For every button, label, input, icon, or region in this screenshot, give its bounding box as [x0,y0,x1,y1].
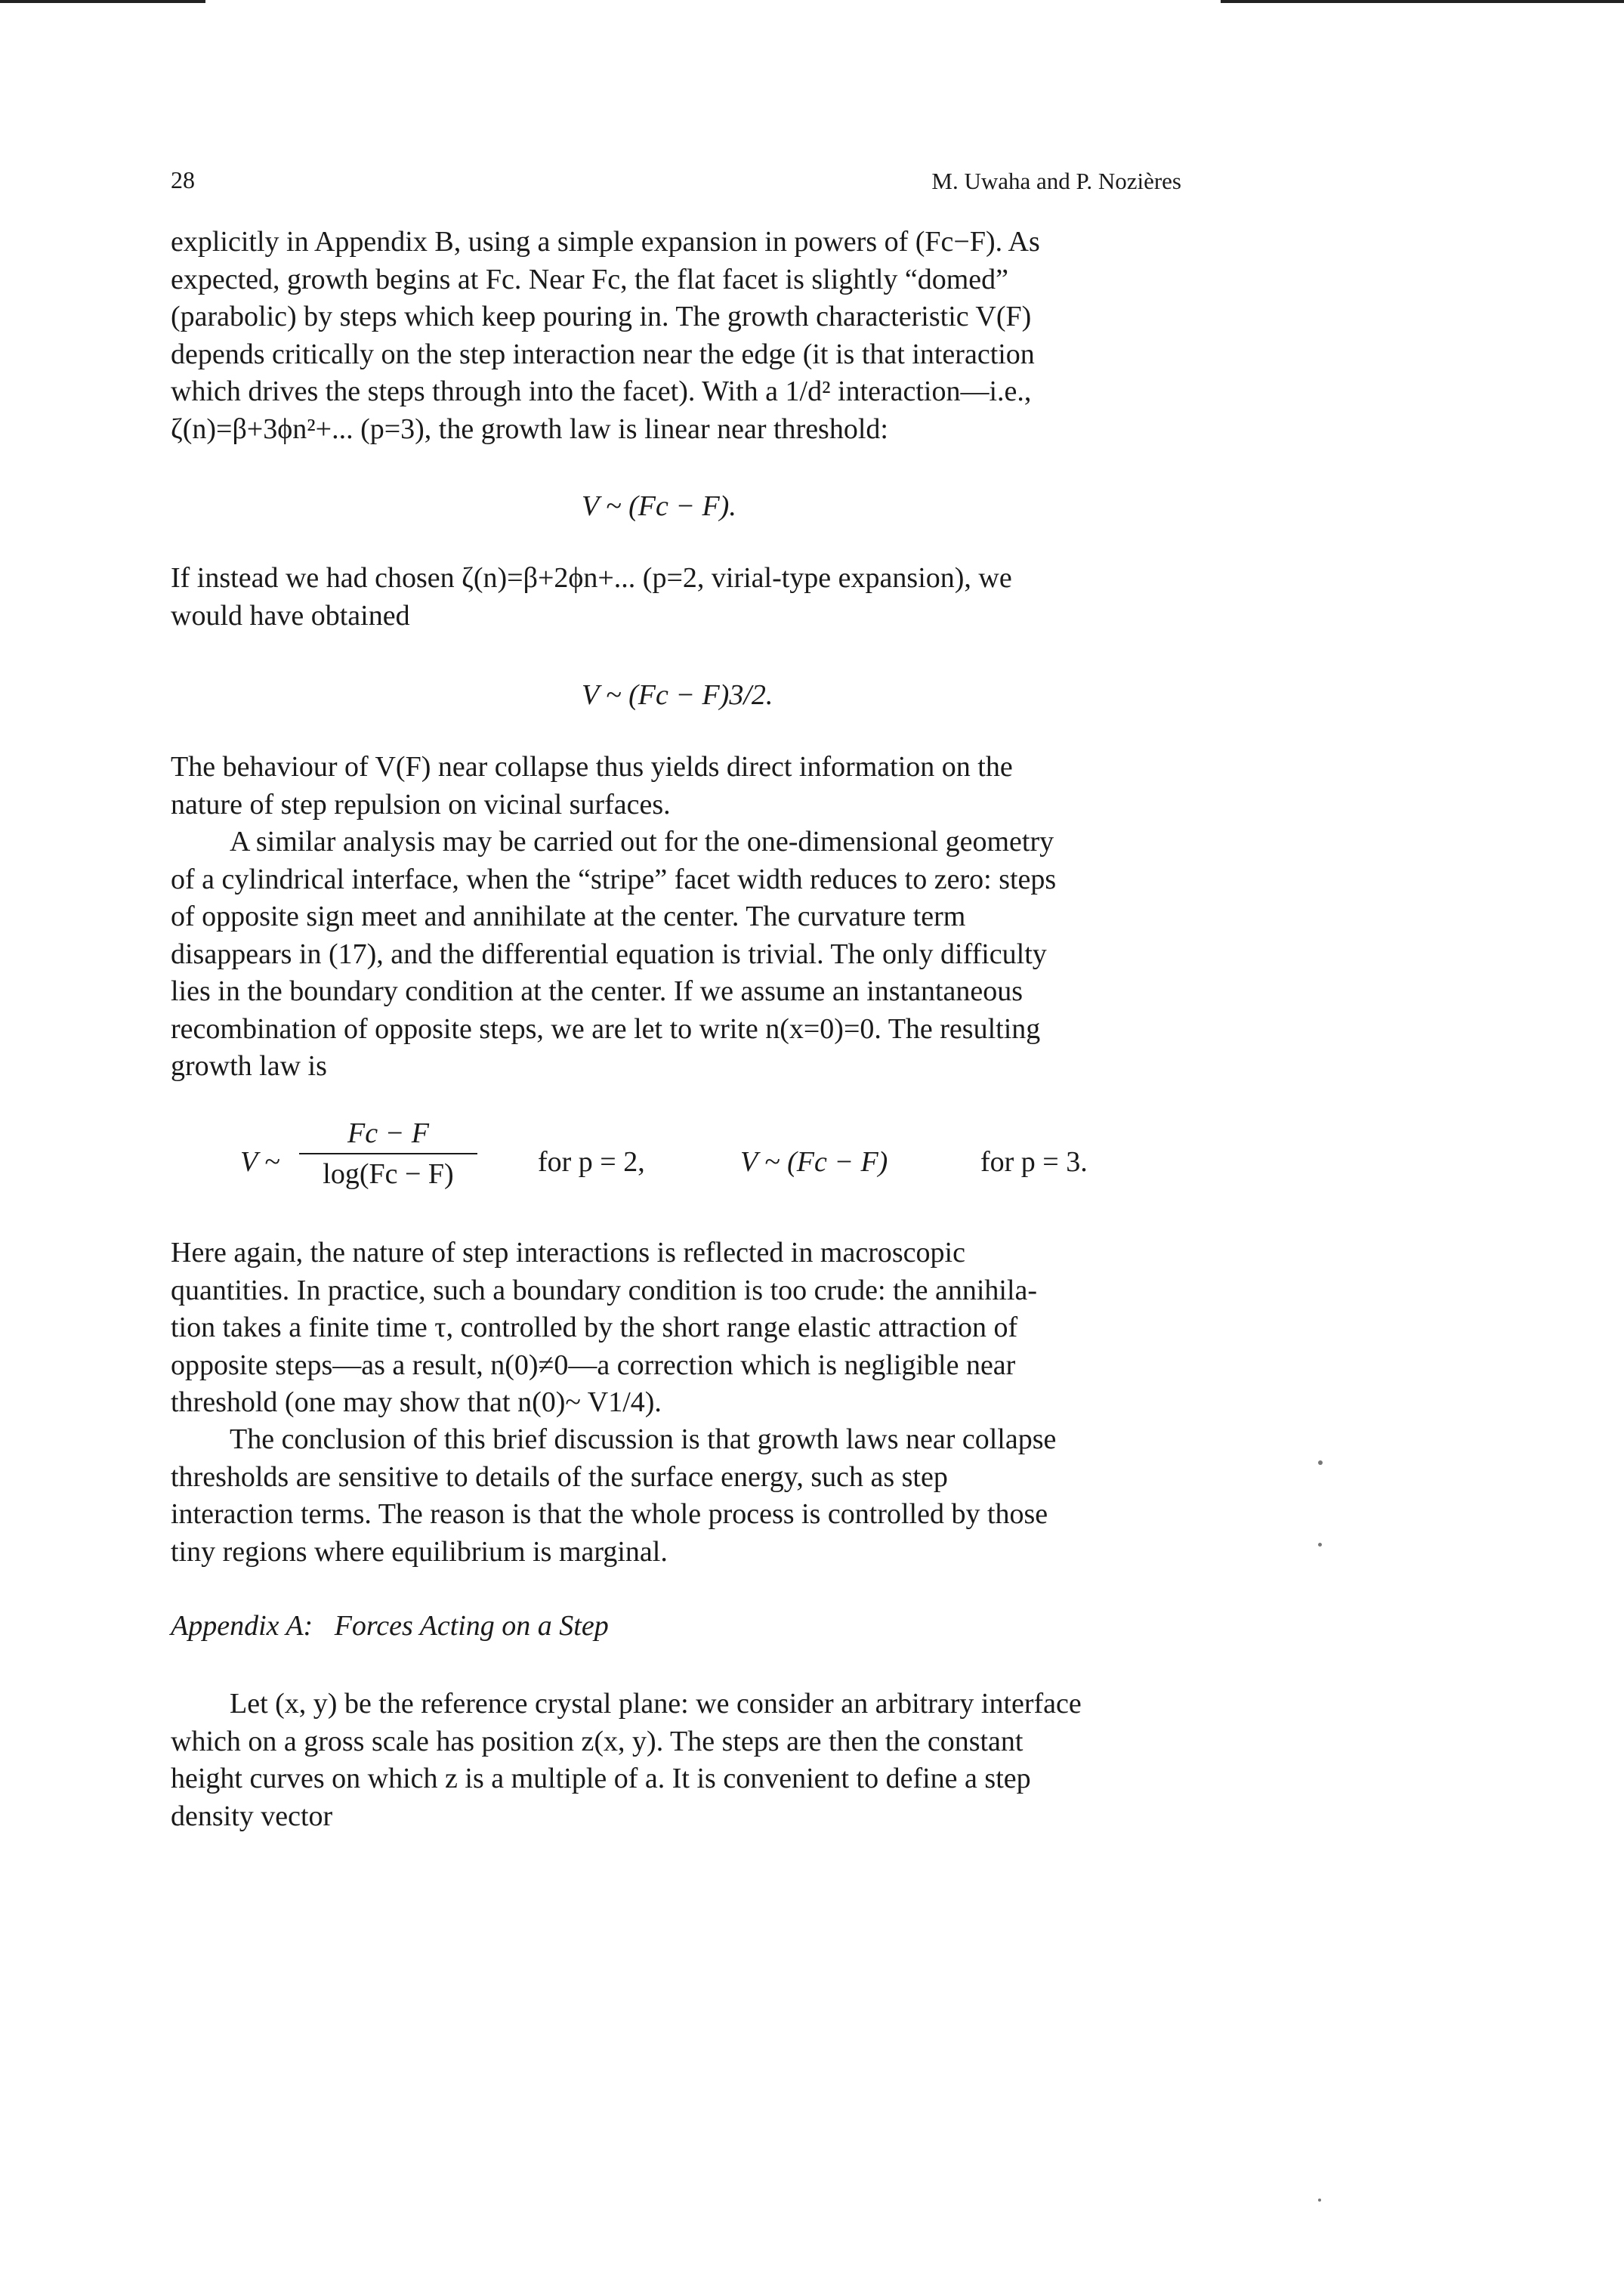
line: expected, growth begins at Fc. Near Fc, the flat facet is slightly “domed” [171,263,1009,295]
line: of a cylindrical interface, when the “stripe” facet width reduces to zero: steps [171,863,1057,895]
scan-speck [1318,1543,1322,1547]
equation-3-lhs: V ~ [240,1146,280,1178]
line: which drives the steps through into the facet). With a 1/d² interaction—i.e., [171,375,1032,407]
equation-3-cond-1: for p = 2, [538,1146,645,1178]
equation-3-middle: V ~ (Fc − F) [740,1146,888,1178]
line: would have obtained [171,599,410,632]
paragraph-6 [171,1421,1184,1571]
line: lies in the boundary condition at the center. If we assume an instantaneous [171,975,1023,1007]
line: quantities. In practice, such a boundary condition is too crude: the annihila- [171,1274,1038,1306]
line: ζ(n)=β+3ϕn²+... (p=3), the growth law is linear near threshold: [171,413,888,445]
line: nature of step repulsion on vicinal surfaces. [171,788,671,820]
paragraph-3 [171,749,1184,824]
line: threshold (one may show that n(0)~ V1/4). [171,1386,662,1418]
section-label: Appendix A: [171,1610,313,1642]
equation-3-cond-2: for p = 3. [980,1146,1088,1178]
line: interaction terms. The reason is that the whole process is controlled by those [171,1498,1048,1530]
line: thresholds are sensitive to details of the surface energy, such as step [171,1460,948,1493]
line: Here again, the nature of step interactions is reflected in macroscopic [171,1237,965,1269]
running-header: M. Uwaha and P. Nozières [931,168,1181,194]
line: density vector [171,1800,333,1832]
line: If instead we had chosen ζ(n)=β+2ϕn+... (p=2, virial-type expansion), we [171,562,1012,594]
line: The conclusion of this brief discussion is that growth laws near collapse [230,1423,1057,1455]
equation-3-fraction [299,1117,477,1191]
section-heading [171,1609,609,1642]
line: which on a gross scale has position z(x, y). The steps are then the constant [171,1725,1023,1757]
line: explicitly in Appendix B, using a simple expansion in powers of (Fc−F). As [171,226,1040,258]
scan-speck [1318,1460,1323,1465]
paragraph-2 [171,560,1184,635]
line: of opposite sign meet and annihilate at the center. The curvature term [171,901,966,932]
top-rule-left [0,0,205,3]
section-title: Forces Acting on a Step [334,1610,609,1642]
top-rule-right [1221,0,1624,3]
fraction-numerator: Fc − F [347,1117,429,1149]
fraction-bar [299,1153,477,1154]
line: tion takes a finite time τ, controlled by the short range elastic attraction of [171,1312,1018,1343]
line: opposite steps—as a result, n(0)≠0—a correction which is negligible near [171,1349,1016,1381]
line: disappears in (17), and the differential equation is trivial. The only difficulty [171,938,1047,970]
equation-1: V ~ (Fc − F). [582,490,736,522]
paragraph-5 [171,1235,1184,1422]
line: (parabolic) by steps which keep pouring in. The growth characteristic V(F) [171,301,1032,332]
line: growth law is [171,1050,327,1082]
paragraph-1 [171,224,1184,448]
line: Let (x, y) be the reference crystal plane: we consider an arbitrary interface [230,1688,1082,1720]
line: depends critically on the step interaction near the edge (it is that interaction [171,338,1035,370]
line: A similar analysis may be carried out for the one-dimensional geometry [230,826,1054,858]
page-number: 28 [171,166,195,193]
line: The behaviour of V(F) near collapse thus yields direct information on the [171,751,1013,783]
scan-speck [1318,2199,1321,2202]
equation-2: V ~ (Fc − F)3/2. [582,679,773,711]
line: height curves on which z is a multiple of a. It is convenient to define a step [171,1763,1031,1794]
fraction-denominator: log(Fc − F) [323,1158,454,1190]
line: tiny regions where equilibrium is marginal. [171,1535,668,1568]
line: recombination of opposite steps, we are let to write n(x=0)=0. The resulting [171,1012,1041,1045]
paragraph-7 [171,1686,1184,1835]
paragraph-4 [171,824,1184,1086]
